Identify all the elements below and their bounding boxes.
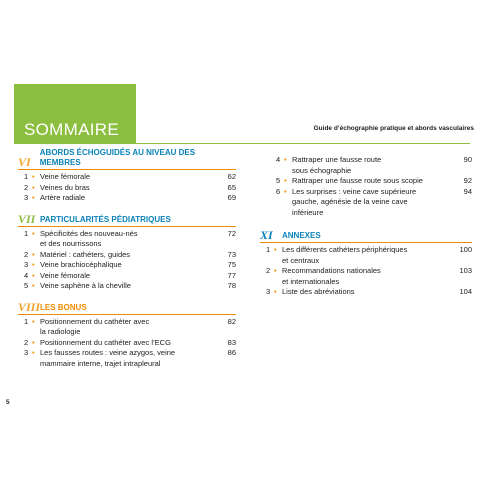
entry-page: 90 — [463, 155, 472, 164]
toc-entry — [24, 281, 236, 292]
bullet-icon: • — [32, 316, 35, 326]
entry-title: Veine fémorale — [40, 270, 91, 280]
entry-title: sous échographie — [292, 165, 352, 175]
entry-page — [214, 239, 236, 250]
bullet-icon — [32, 359, 40, 370]
entry-page: 78 — [227, 281, 236, 290]
section-number: XI — [260, 228, 273, 242]
toc-section — [260, 228, 472, 298]
entry-page — [450, 208, 472, 219]
entry-number: 2 — [24, 249, 29, 259]
entry-number: 2 — [24, 182, 29, 192]
entry-title: Matériel : cathéters, guides — [40, 249, 131, 259]
entry-title: et des nourrissons — [40, 239, 102, 248]
entry-number: 1 — [24, 316, 29, 326]
section-number: VI — [18, 155, 31, 169]
entry-title: Positionnement du cathéter avec l’ECG — [40, 337, 171, 347]
section-header — [18, 212, 236, 227]
entry-number — [24, 327, 32, 338]
bullet-icon — [274, 277, 282, 288]
toc-entry — [24, 229, 236, 240]
entry-number — [24, 359, 32, 370]
entry-number: 3 — [266, 287, 271, 296]
toc-entry — [276, 208, 472, 219]
entry-page — [450, 277, 472, 288]
section-number: VII — [18, 211, 36, 226]
toc-entry — [24, 172, 236, 183]
entry-page: 62 — [227, 172, 236, 181]
bullet-icon: • — [284, 176, 287, 185]
bullet-icon: • — [274, 266, 277, 275]
entry-number: 5 — [276, 176, 281, 185]
toc-entry — [266, 277, 472, 288]
bullet-icon: • — [32, 193, 35, 202]
entry-title: et internationales — [282, 276, 340, 286]
entry-page: 86 — [227, 348, 236, 357]
bullet-icon: • — [284, 186, 287, 196]
toc-entry — [276, 155, 472, 166]
entry-title: Veine brachiocéphalique — [40, 260, 122, 269]
toc-entry — [24, 327, 236, 338]
entry-number — [266, 277, 274, 288]
entry-title: Rattraper une fausse route sous scopie — [292, 176, 423, 185]
bullet-icon: • — [284, 155, 287, 164]
bullet-icon — [284, 208, 292, 219]
section-items — [18, 227, 236, 292]
entry-title: Artère radiale — [40, 193, 86, 202]
toc-entry — [24, 239, 236, 250]
toc-entry — [24, 193, 236, 204]
toc-entry — [24, 317, 236, 328]
entry-number: 5 — [24, 281, 29, 290]
entry-number — [276, 197, 284, 208]
section-title: ABORDS ÉCHOGUIDÉS AU NIVEAU DES MEMBRES — [39, 148, 196, 167]
entry-number: 2 — [266, 266, 271, 275]
bullet-icon: • — [32, 228, 35, 238]
bullet-icon: • — [274, 287, 277, 296]
entry-title: Les différents cathéters périphériques — [282, 245, 408, 254]
toc-entry — [266, 245, 472, 256]
entry-title: Positionnement du cathéter avec — [40, 316, 150, 326]
entry-page: 100 — [459, 245, 472, 254]
bullet-icon — [284, 166, 292, 177]
sommaire-banner — [14, 84, 136, 144]
section-title: PARTICULARITÉS PÉDIATRIQUES — [40, 214, 171, 224]
section-number: VIII — [18, 299, 41, 314]
entry-title: Liste des abréviations — [282, 287, 355, 296]
section-items — [260, 243, 472, 298]
bullet-icon: • — [32, 249, 35, 259]
toc-entry — [24, 260, 236, 271]
right-column — [260, 155, 472, 298]
entry-page: 103 — [459, 266, 472, 275]
toc-entry — [276, 176, 472, 187]
bullet-icon: • — [32, 260, 35, 269]
entry-number — [276, 166, 284, 177]
entry-title: Rattraper une fausse route — [292, 155, 382, 164]
toc-entry — [276, 166, 472, 177]
bullet-icon — [32, 239, 40, 250]
section-title: ANNEXES — [282, 231, 321, 240]
entry-title: Veine saphène à la cheville — [40, 281, 131, 290]
entry-title: et centraux — [282, 255, 320, 265]
entry-number — [266, 256, 274, 267]
entry-page: 92 — [463, 176, 472, 185]
bullet-icon: • — [32, 270, 35, 280]
header-rule — [136, 143, 470, 144]
guide-title: Guide d’échographie pratique et abords vasculaires — [313, 125, 474, 132]
entry-number: 1 — [266, 245, 271, 254]
entry-page: 65 — [227, 182, 236, 192]
section-header — [260, 228, 472, 243]
entry-page: 69 — [227, 193, 236, 202]
entry-title: la radiologie — [40, 327, 81, 336]
bullet-icon — [284, 197, 292, 208]
toc-entry — [24, 183, 236, 194]
entry-page: 83 — [227, 337, 236, 347]
entry-title: Les fausses routes : veine azygos, veine — [40, 348, 176, 357]
continued-items — [260, 155, 472, 218]
entry-number: 6 — [276, 186, 281, 196]
toc-entry — [24, 348, 236, 359]
toc-entry — [276, 187, 472, 198]
section-items — [18, 315, 236, 370]
toc-entry — [266, 266, 472, 277]
entry-page: 82 — [227, 316, 236, 326]
entry-page — [450, 166, 472, 177]
bullet-icon: • — [32, 182, 35, 192]
entry-number: 3 — [24, 260, 29, 269]
toc-entry — [276, 197, 472, 208]
bullet-icon: • — [32, 348, 35, 357]
section-header — [18, 148, 236, 170]
entry-page — [214, 359, 236, 370]
bullet-icon: • — [32, 337, 35, 347]
toc-entry — [24, 338, 236, 349]
toc-entry — [266, 287, 472, 298]
entry-page — [450, 256, 472, 267]
entry-number: 1 — [24, 228, 29, 238]
entry-page: 75 — [227, 260, 236, 269]
entry-number — [276, 208, 284, 219]
entry-number: 4 — [24, 270, 29, 280]
entry-number — [24, 239, 32, 250]
bullet-icon: • — [32, 172, 35, 181]
banner-title: SOMMAIRE — [24, 120, 119, 139]
toc-section — [18, 148, 236, 204]
entry-title: Veine fémorale — [40, 172, 91, 181]
entry-number: 3 — [24, 348, 29, 357]
entry-title: Les surprises : veine cave supérieure — [292, 186, 417, 196]
entry-title: Recommandations nationales — [282, 266, 381, 275]
entry-page: 104 — [459, 287, 472, 296]
bullet-icon: • — [274, 245, 277, 254]
entry-title: mammaire interne, trajet intrapleural — [40, 358, 161, 368]
entry-number: 1 — [24, 172, 29, 181]
entry-number: 4 — [276, 155, 281, 164]
toc-entry — [266, 256, 472, 267]
toc-entry — [24, 250, 236, 261]
left-column — [18, 148, 236, 369]
entry-title: Spécificités des nouveau-nés — [40, 228, 138, 238]
bullet-icon: • — [32, 281, 35, 290]
entry-page — [214, 327, 236, 338]
entry-page — [450, 197, 472, 208]
entry-page: 94 — [463, 186, 472, 196]
entry-title: Veines du bras — [40, 182, 90, 192]
entry-number: 2 — [24, 337, 29, 347]
toc-section — [18, 212, 236, 292]
toc-section — [18, 300, 236, 370]
section-title: LES BONUS — [40, 302, 87, 312]
entry-number: 3 — [24, 193, 29, 202]
bullet-icon — [274, 256, 282, 267]
section-items — [18, 170, 236, 204]
entry-title: gauche, agénésie de la veine cave — [292, 197, 408, 206]
toc-entry — [24, 359, 236, 370]
entry-title: inférieure — [292, 207, 324, 217]
page-number: 5 — [6, 399, 10, 406]
entry-page: 77 — [227, 270, 236, 280]
entry-page: 73 — [227, 249, 236, 259]
section-header — [18, 300, 236, 315]
bullet-icon — [32, 327, 40, 338]
toc-entry — [24, 271, 236, 282]
entry-page: 72 — [227, 228, 236, 238]
